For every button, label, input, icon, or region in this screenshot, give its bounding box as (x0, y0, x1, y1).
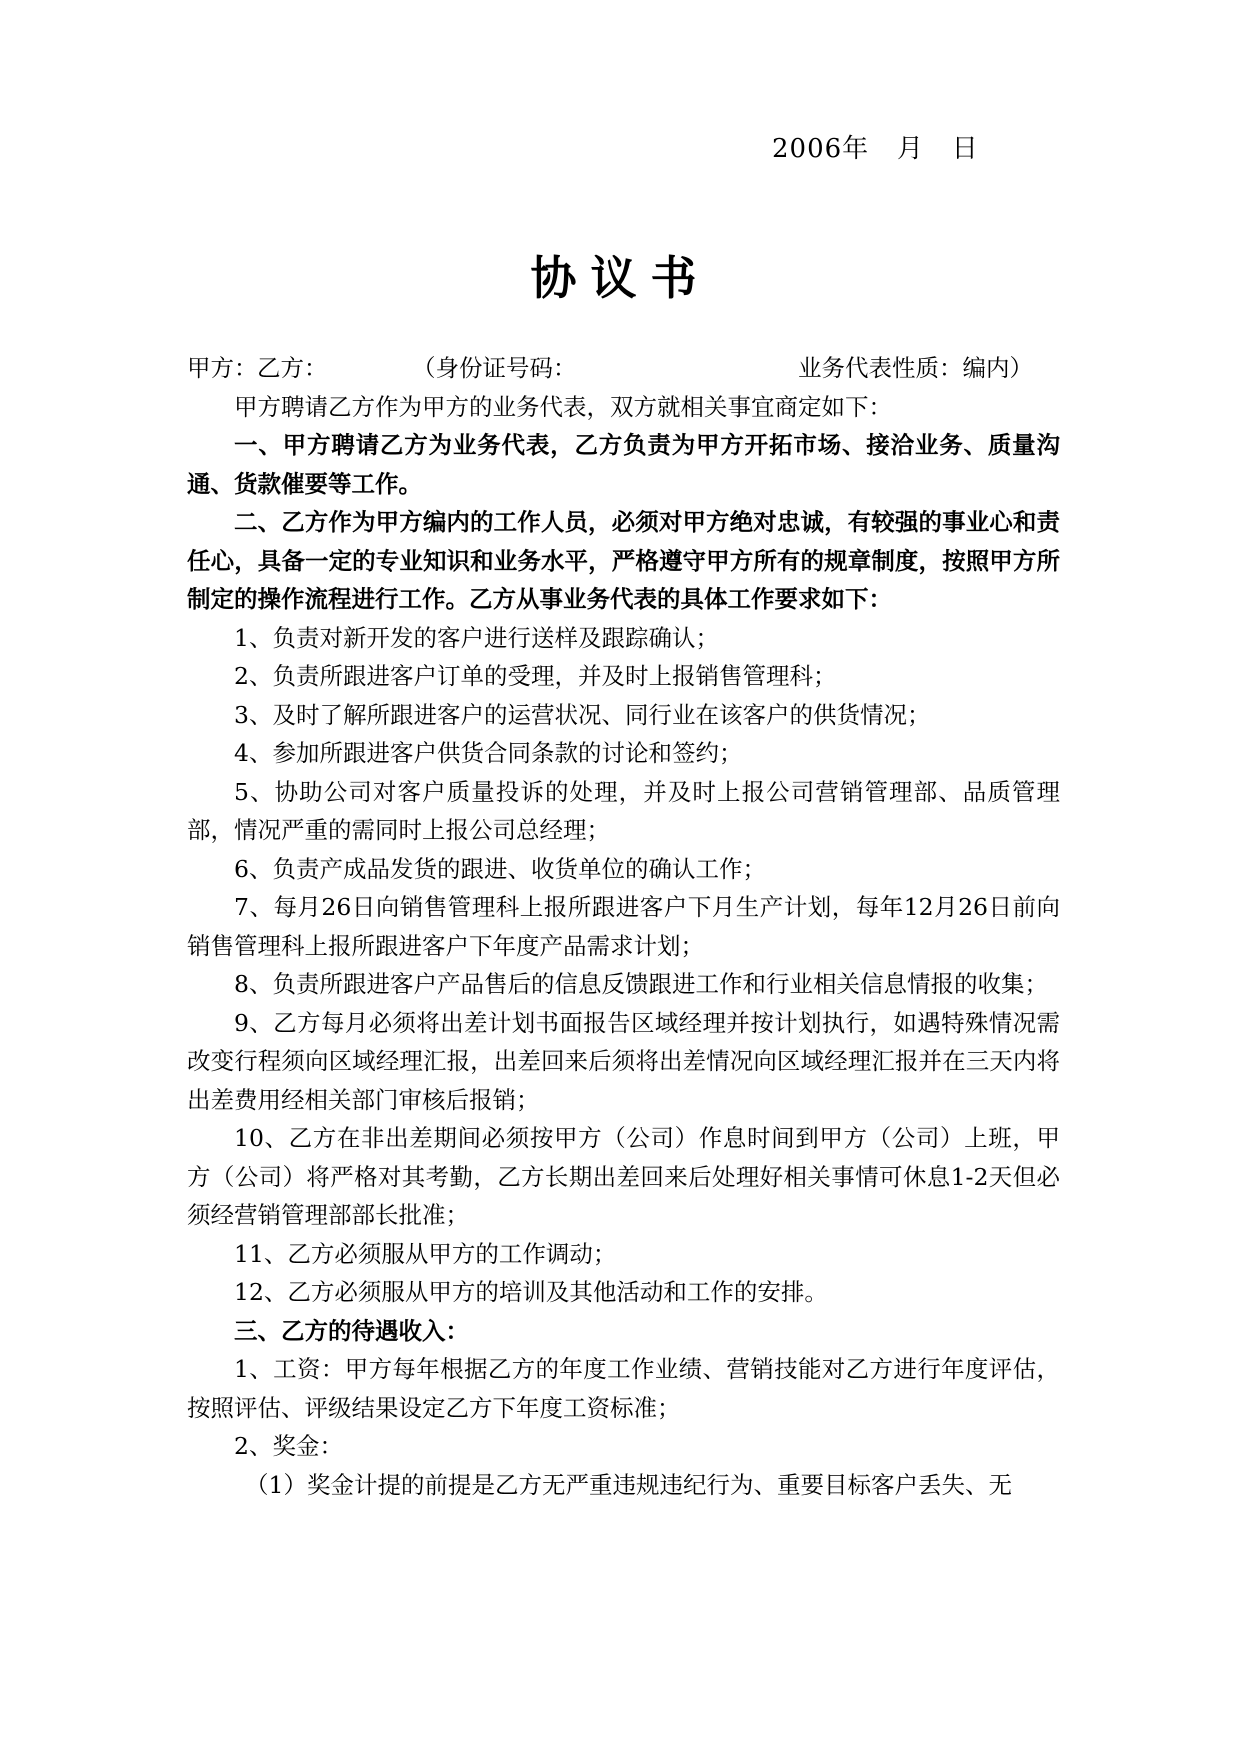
salary-paragraph: 1、工资：甲方每年根据乙方的年度工作业绩、营销技能对乙方进行年度评估，按照评估、评级结果设定乙方下年度工资标准； (187, 1355, 1060, 1422)
document-body (187, 349, 1060, 1504)
intro-paragraph: 甲方聘请乙方作为甲方的业务代表，双方就相关事宜商定如下： (234, 392, 892, 421)
list-item: 12、乙方必须服从甲方的培训及其他活动和工作的安排。 (234, 1278, 828, 1306)
list-item: 6、负责产成品发货的跟进、收货单位的确认工作； (234, 854, 766, 883)
list-item: 5、协助公司对客户质量投诉的处理，并及时上报公司营销管理部、品质管理部，情况严重的需同时上报公司总经理； (187, 777, 1060, 844)
representative-nature: 业务代表性质：编内） (798, 354, 1033, 382)
list-item: 2、负责所跟进客户订单的受理，并及时上报销售管理科； (234, 662, 837, 690)
section-1: 一、甲方聘请乙方为业务代表，乙方负责为甲方开拓市场、接洽业务、质量沟通、货款催要等工作。 (187, 431, 1060, 498)
list-item: 9、乙方每月必须将出差计划书面报告区域经理并按计划执行，如遇特殊情况需改变行程须向区域经理汇报，出差回来后须将出差情况向区域经理汇报并在三天内将出差费用经相关部门审核后报销； (187, 1008, 1060, 1114)
list-item: 7、每月26日向销售管理科上报所跟进客户下月生产计划，每年12月26日前向销售管理科上报所跟进客户下年度产品需求计划； (187, 893, 1060, 960)
document-date: 2006年 月 日 (772, 134, 979, 164)
list-item: 1、负责对新开发的客户进行送样及跟踪确认； (234, 623, 719, 652)
id-number-label: （身份证号码： (412, 354, 577, 382)
section-3: 三、乙方的待遇收入： (234, 1316, 469, 1345)
bonus-subitem: （1）奖金计提的前提是乙方无严重违规违纪行为、重要目标客户丢失、无 (245, 1470, 1012, 1499)
list-item: 3、及时了解所跟进客户的运营状况、同行业在该客户的供货情况； (234, 700, 931, 729)
list-item: 8、负责所跟进客户产品售后的信息反馈跟进工作和行业相关信息情报的收集； (234, 970, 1048, 998)
list-item: 10、乙方在非出差期间必须按甲方（公司）作息时间到甲方（公司）上班，甲方（公司）将严格对其考勤，乙方长期出差回来后处理好相关事情可休息1-2天但必须经营销管理部部长批准； (187, 1124, 1060, 1229)
parties-line (187, 349, 1060, 388)
party-a-label: 甲方： (187, 354, 258, 382)
list-item: 4、参加所跟进客户供货合同条款的讨论和签约； (234, 739, 743, 767)
section-2: 二、乙方作为甲方编内的工作人员，必须对甲方绝对忠诚，有较强的事业心和责任心，具备一定的专业知识和业务水平，严格遵守甲方所有的规章制度，按照甲方所制定的操作流程进行工作。乙方从事业务代表的具体工作要求如下： (187, 508, 1060, 613)
party-b-label: 乙方： (257, 354, 328, 382)
document-title: 协议书 (530, 251, 711, 305)
bonus-paragraph: 2、奖金： (234, 1432, 343, 1460)
list-item: 11、乙方必须服从甲方的工作调动； (234, 1239, 617, 1268)
